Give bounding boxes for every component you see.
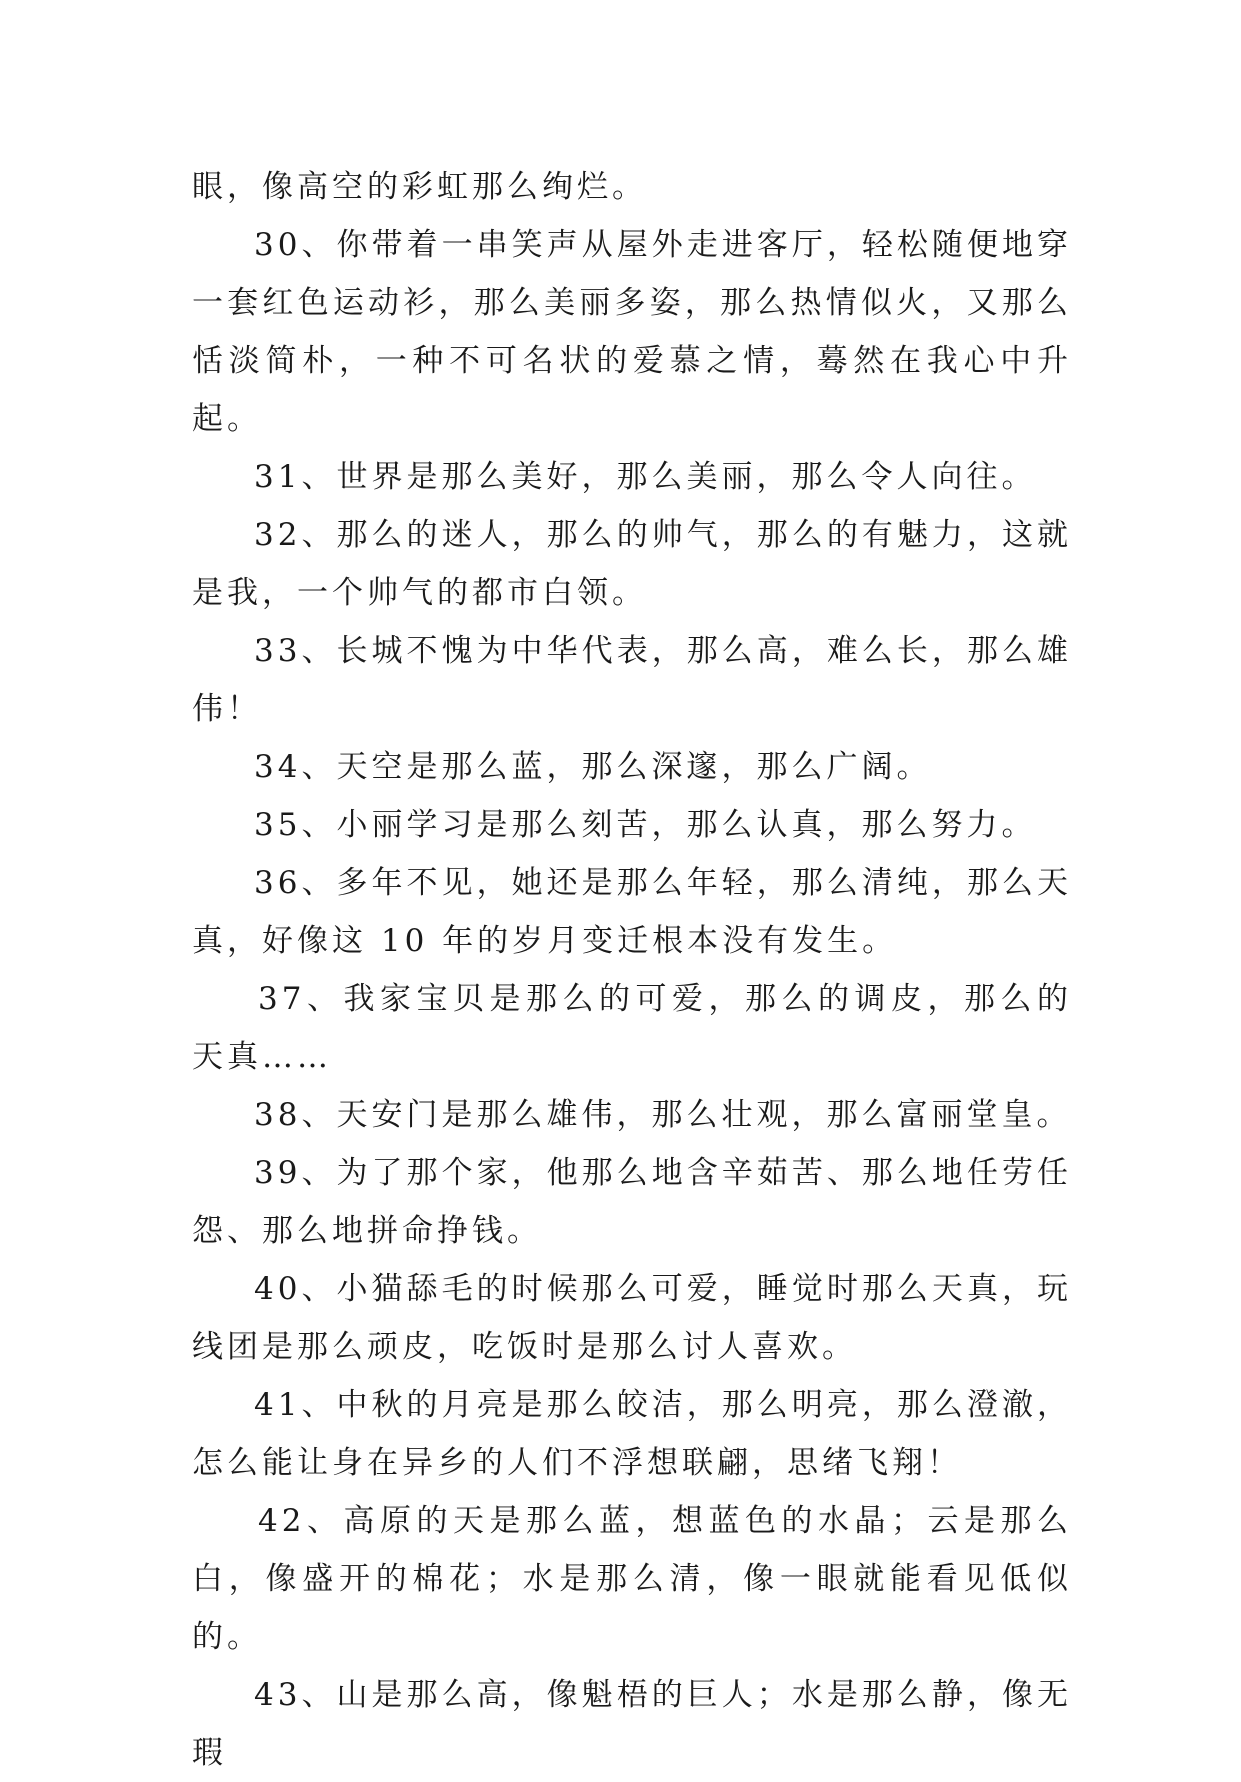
paragraph-35: 35、小丽学习是那么刻苦，那么认真，那么努力。 (254, 807, 1037, 843)
paragraph-31: 31、世界是那么美好，那么美丽，那么令人向往。 (254, 459, 1037, 495)
paragraph-38: 38、天安门是那么雄伟，那么壮观，那么富丽堂皇。 (254, 1097, 1072, 1133)
paragraph-30: 30、你带着一串笑声从屋外走进客厅，轻松随便地穿一套红色运动衫，那么美丽多姿，那么热情似火，又那么恬淡简朴，一种不可名状的爱慕之情，蓦然在我心中升起。 (192, 227, 1072, 437)
paragraph-32: 32、那么的迷人，那么的帅气，那么的有魅力，这就是我，一个帅气的都市白领。 (192, 517, 1072, 611)
paragraph-37: 37、我家宝贝是那么的可爱，那么的调皮，那么的天真…… (192, 981, 1072, 1075)
document-body (192, 158, 1072, 1782)
paragraph-36: 36、多年不见，她还是那么年轻，那么清纯，那么天真，好像这 10 年的岁月变迁根本没有发生。 (192, 865, 1072, 959)
paragraph-42: 42、高原的天是那么蓝，想蓝色的水晶；云是那么白，像盛开的棉花；水是那么清，像一眼就能看见低似的。 (192, 1503, 1072, 1655)
paragraph-43: 43、山是那么高，像魁梧的巨人；水是那么静，像无瑕 (192, 1677, 1072, 1771)
paragraph-39: 39、为了那个家，他那么地含辛茹苦、那么地任劳任怨、那么地拼命挣钱。 (192, 1155, 1072, 1249)
paragraph-40: 40、小猫舔毛的时候那么可爱，睡觉时那么天真，玩线团是那么顽皮，吃饭时是那么讨人喜欢。 (192, 1271, 1072, 1365)
paragraph-33: 33、长城不愧为中华代表，那么高，难么长，那么雄伟！ (192, 633, 1072, 727)
paragraph-41: 41、中秋的月亮是那么皎洁，那么明亮，那么澄澈，怎么能让身在异乡的人们不浮想联翩，思绪飞翔！ (192, 1387, 1072, 1481)
paragraph-34: 34、天空是那么蓝，那么深邃，那么广阔。 (254, 749, 932, 785)
paragraph-continuation: 眼，像高空的彩虹那么绚烂。 (192, 169, 647, 205)
